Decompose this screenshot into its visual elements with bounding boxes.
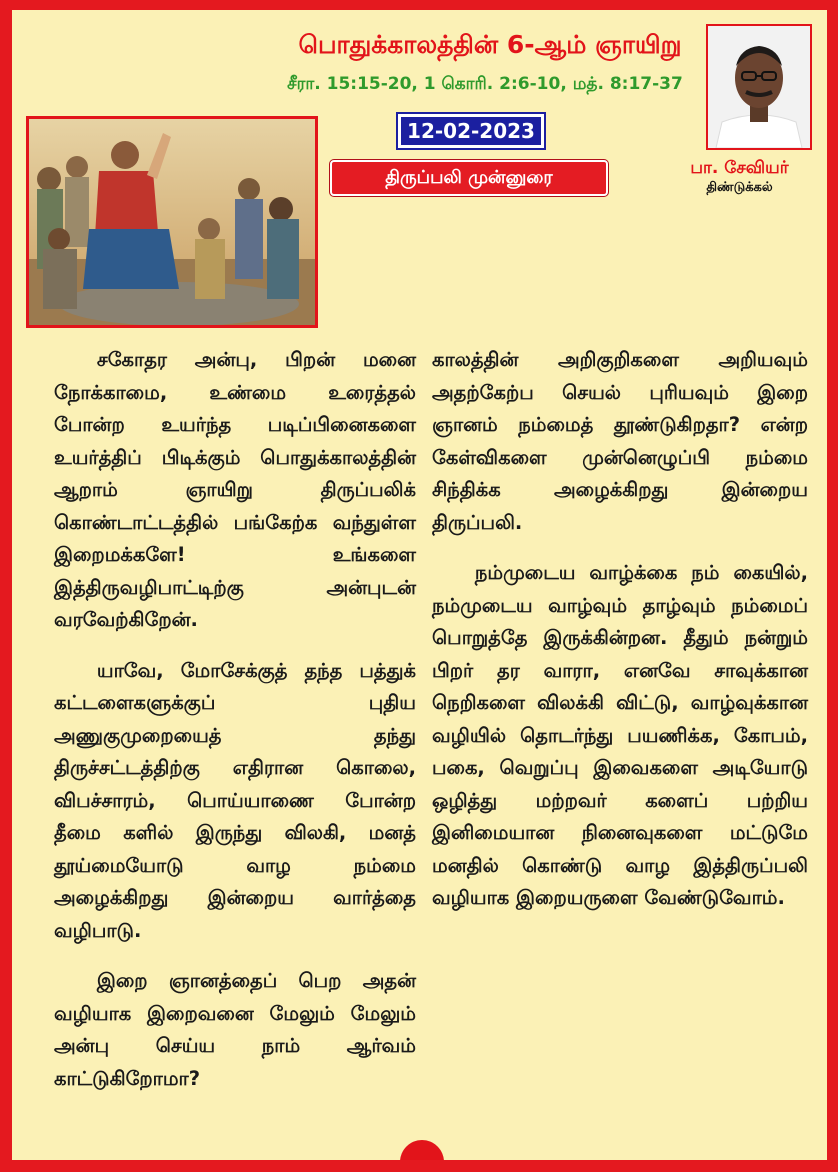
page: [12, 10, 827, 1160]
right-column: [432, 344, 808, 933]
author-place: திண்டுக்கல்: [706, 180, 773, 195]
left-column: [54, 344, 416, 1113]
paragraph: சகோதர அன்பு, பிறன் மனை நோக்காமை, உண்மை உரைத்தல் போன்ற உயர்ந்த படிப்பினைகளை உயர்த்திப் பிடிக்கும் பொதுக்காலத்தின் ஆறாம் ஞாயிறு திருப்பலிக் கொண்டாட்டத்தில் பங்கேற்க வந்துள்ள இறைமக்களே! உங்களை இத்திருவழிபாட்டிற்கு அன்புடன் வரவேற்கிறேன்.: [54, 348, 416, 631]
sermon-on-the-mount-image: [26, 116, 318, 328]
author-name: பா. சேவியர்: [690, 158, 789, 178]
paragraph: நம்முடைய வாழ்க்கை நம் கையில், நம்முடைய வாழ்வும் தாழ்வும் நம்மைப் பொறுத்தே இருக்கின்றன. தீதும் நன்றும் பிறர் தர வாரா, எனவே சாவுக்கான நெறிகளை விலக்கி விட்டு, வாழ்வுக்கான வழியில் தொடர்ந்து பயணிக்க, கோபம், பகை, வெறுப்பு இவைகளை அடியோடு ஒழித்து மற்றவர் களைப் பற்றிய இனிமையான நினைவுகளை மட்டுமே மனதில் கொண்டு வாழ இத்திருப்பலி வழியாக இறையருளை வேண்டுவோம்.: [432, 561, 808, 909]
paragraph: காலத்தின் அறிகுறிகளை அறியவும் அதற்கேற்ப செயல் புரியவும் இறை ஞானம் நம்மைத் தூண்டுகிறதா? என்ற கேள்விகளை முன்னெழுப்பி நம்மை சிந்திக்க அழைக்கிறது இன்றைய திருப்பலி.: [432, 348, 808, 534]
paragraph: இறை ஞானத்தைப் பெற அதன் வழியாக இறைவனை மேலும் மேலும் அன்பு செய்ய நாம் ஆர்வம் காட்டுகிறோமா?: [54, 969, 416, 1090]
section-label-badge: திருப்பலி முன்னுரை: [330, 160, 608, 196]
author-portrait: [708, 26, 810, 148]
decorative-dot: [400, 1140, 444, 1160]
date-badge: 12-02-2023: [398, 114, 544, 148]
scripture-readings: சீரா. 15:15-20, 1 கொரி. 2:6-10, மத். 8:17-37: [287, 74, 683, 94]
painting-illustration: [29, 119, 315, 325]
paragraph: யாவே, மோசேக்குத் தந்த பத்துக் கட்டளைகளுக்குப் புதிய அணுகுமுறையைத் தந்து திருச்சட்டத்திற்கு எதிரான கொலை, விபச்சாரம், பொய்யாணை போன்ற தீமை களில் இருந்து விலகி, மனத் தூய்மையோடு வாழ நம்மை அழைக்கிறது இன்றைய வார்த்தை வழிபாடு.: [54, 658, 416, 942]
author-photo: [706, 24, 812, 150]
page-title: பொதுக்காலத்தின் 6-ஆம் ஞாயிறு: [298, 30, 682, 59]
